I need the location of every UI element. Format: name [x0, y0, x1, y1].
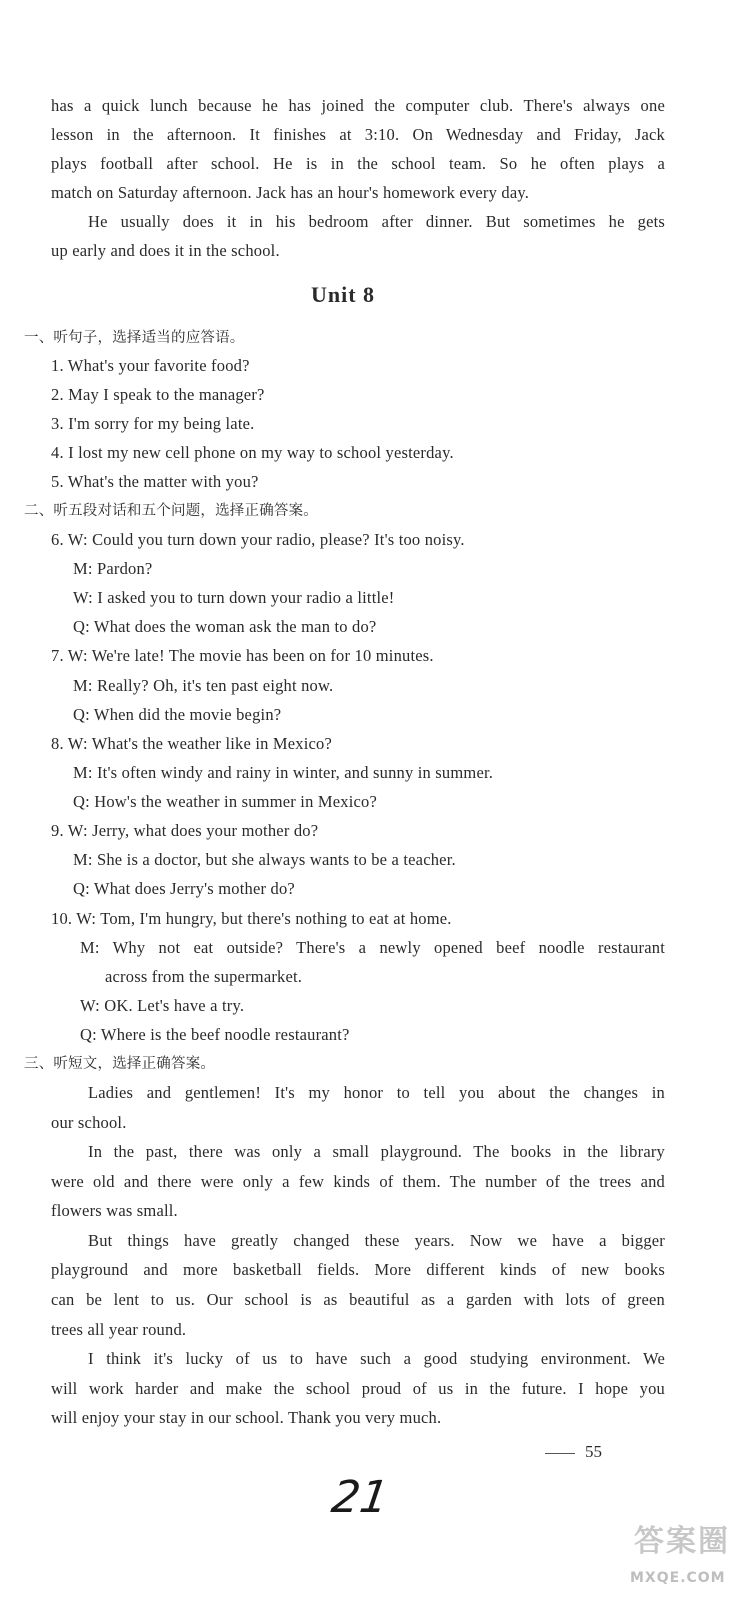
question-item: 1. What's your favorite food?: [51, 356, 250, 375]
dialogue-line: Q: What does the woman ask the man to do?: [73, 617, 377, 636]
passage-line: flowers was small.: [51, 1201, 178, 1220]
dialogue-line: W: I asked you to turn down your radio a little!: [73, 588, 395, 607]
dialogue-line: M: Why not eat outside? There's a newly opened beef noodle restaurant: [80, 938, 665, 957]
dialogue-line: 9. W: Jerry, what does your mother do?: [51, 821, 319, 840]
intro-line: has a quick lunch because he has joined the computer club. There's always one: [51, 96, 665, 115]
dialogue-line: 10. W: Tom, I'm hungry, but there's nothing to eat at home.: [51, 909, 452, 928]
passage-line: playground and more basketball fields. More different kinds of new books: [51, 1260, 665, 1279]
passage-line: our school.: [51, 1113, 127, 1132]
section-heading: 二、听五段对话和五个问题，选择正确答案。: [24, 503, 318, 519]
question-item: 2. May I speak to the manager?: [51, 385, 265, 404]
handwritten-note: 21: [328, 1472, 392, 1523]
dialogue-line: across from the supermarket.: [105, 967, 303, 986]
page-number: [545, 1442, 602, 1462]
dialogue-line: 7. W: We're late! The movie has been on for 10 minutes.: [51, 646, 434, 665]
dialogue-line: M: It's often windy and rainy in winter, and sunny in summer.: [73, 763, 494, 782]
passage-line: Ladies and gentlemen! It's my honor to tell you about the changes in: [88, 1083, 665, 1102]
watermark-logo-text: 答案圈: [634, 1524, 730, 1559]
section-heading: 三、听短文，选择正确答案。: [24, 1056, 216, 1072]
dialogue-line: M: Really? Oh, it's ten past eight now.: [73, 676, 334, 695]
passage-line: were old and there were only a few kinds of them. The number of the trees and: [51, 1172, 665, 1191]
dialogue-line: Q: How's the weather in summer in Mexico?: [73, 792, 377, 811]
passage-line: trees all year round.: [51, 1320, 187, 1339]
watermark-url: MXQE.COM: [630, 1570, 726, 1586]
question-item: 3. I'm sorry for my being late.: [51, 414, 255, 433]
unit-title: Unit 8: [310, 282, 376, 307]
intro-line: He usually does it in his bedroom after dinner. But sometimes he gets: [88, 212, 665, 231]
dialogue-line: Q: Where is the beef noodle restaurant?: [80, 1025, 350, 1044]
intro-line: match on Saturday afternoon. Jack has an hour's homework every day.: [51, 183, 530, 202]
dialogue-line: 8. W: What's the weather like in Mexico?: [51, 734, 332, 753]
passage-line: can be lent to us. Our school is as beautiful as a garden with lots of green: [51, 1290, 665, 1309]
dialogue-line: M: Pardon?: [73, 559, 153, 578]
dialogue-line: Q: When did the movie begin?: [73, 705, 282, 724]
section-heading: 一、听句子，选择适当的应答语。: [24, 330, 245, 346]
question-item: 5. What's the matter with you?: [51, 472, 259, 491]
dialogue-line: 6. W: Could you turn down your radio, please? It's too noisy.: [51, 530, 465, 549]
dialogue-line: W: OK. Let's have a try.: [80, 996, 245, 1015]
passage-line: will enjoy your stay in our school. Thank you very much.: [51, 1408, 442, 1427]
passage-line: But things have greatly changed these years. Now we have a bigger: [88, 1231, 665, 1250]
page-number-rule: [545, 1453, 575, 1454]
passage-line: I think it's lucky of us to have such a good studying environment. We: [88, 1349, 665, 1368]
watermark-logo: [626, 1516, 736, 1588]
dialogue-line: M: She is a doctor, but she always wants to be a teacher.: [73, 850, 456, 869]
question-item: 4. I lost my new cell phone on my way to school yesterday.: [51, 443, 454, 462]
page-number-text: 55: [585, 1442, 602, 1461]
intro-line: up early and does it in the school.: [51, 241, 280, 260]
dialogue-line: Q: What does Jerry's mother do?: [73, 879, 295, 898]
intro-line: plays football after school. He is in the school team. So he often plays a: [51, 154, 665, 173]
intro-line: lesson in the afternoon. It finishes at 3:10. On Wednesday and Friday, Jack: [51, 125, 665, 144]
passage-line: In the past, there was only a small playground. The books in the library: [88, 1142, 665, 1161]
passage-line: will work harder and make the school proud of us in the future. I hope you: [51, 1379, 665, 1398]
